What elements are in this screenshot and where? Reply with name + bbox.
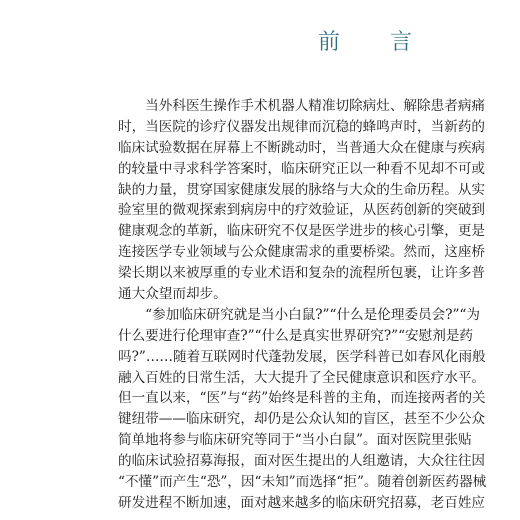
text-line: 时，当医院的诊疗仪器发出规律而沉稳的蜂鸣声时，当新药的: [118, 118, 486, 135]
text-line: 的较量中寻求科学答案时，临床研究正以一种看不见却不可或: [118, 160, 486, 177]
paragraph-2: [118, 305, 487, 514]
text-line: “不懂”而产生“恐”，因“未知”而选择“拒”。随着创新医药器械: [118, 474, 487, 491]
text-line: 简单地将参与临床研究等同于“当小白鼠”。面对医院里张贴: [118, 432, 472, 449]
text-line: 键纽带——临床研究，却仍是公众认知的盲区，甚至不少公众: [118, 411, 486, 428]
text-line: 梁长期以来被厚重的专业术语和复杂的流程所包裹，让许多普: [118, 265, 486, 282]
text-line: 研发进程不断加速，面对越来越多的临床研究招募，老百姓应: [118, 494, 486, 511]
text-line: 吗?”……随着互联网时代蓬勃发展，医学科普已如春风化雨般: [118, 348, 486, 365]
text-line: 融入百姓的日常生活，大大提升了全民健康意识和医疗水平。: [118, 369, 486, 386]
text-line: 但一直以来，“医”与“药”始终是科普的主角，而连接两者的关: [118, 390, 486, 407]
text-line: 临床试验数据在屏幕上不断跳动时，当普通大众在健康与疾病: [118, 139, 486, 156]
text-line: 缺的力量，贯穿国家健康发展的脉络与大众的生命历程。从实: [118, 181, 486, 198]
text-line: 当外科医生操作手术机器人精准切除病灶、解除患者病痛: [118, 98, 486, 114]
paragraph-1: [118, 96, 486, 305]
text-line: 的临床试验招募海报，面对医生提出的人组邀请，大众往往因: [118, 453, 486, 470]
text-line: 验室里的微观探索到病房中的疗效验证，从医药创新的突破到: [118, 202, 486, 219]
text-line: 健康观念的革新，临床研究不仅是医学进步的核心引擎，更是: [118, 223, 486, 240]
text-line: 什么要进行伦理审查?”“什么是真实世界研究?”“安慰剂是药: [118, 327, 474, 344]
text-line: 通大众望而却步。: [118, 286, 227, 303]
text-line: “参加临床研究就是当小白鼠?”“什么是伦理委员会?”“为: [118, 306, 480, 323]
body-text: [118, 96, 487, 514]
text-line: 连接医学专业领域与公众健康需求的重要桥梁。然而，这座桥: [118, 244, 486, 261]
page-title: 前 言: [318, 30, 427, 55]
